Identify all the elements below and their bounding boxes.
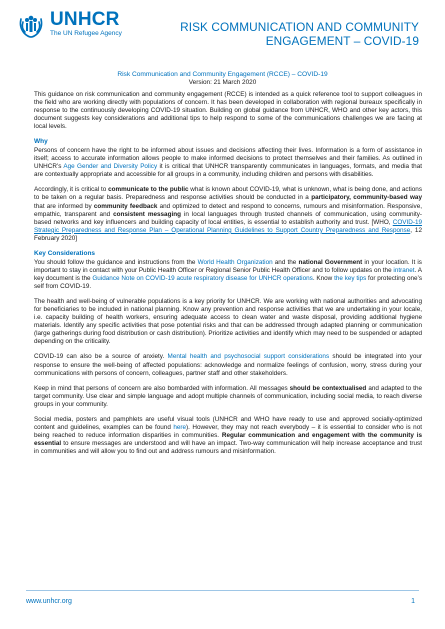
text-span: Keep in mind that persons of concern are also bombarded with information. All messages: [34, 384, 290, 392]
key-paragraph-3: [34, 353, 422, 377]
bold-span: communicate to the public: [108, 186, 189, 194]
text-span: and optimized to detect and respond to concerns, rumours and misinformation. Responsive, empathic, transparent and: [34, 202, 422, 218]
examples-here-link[interactable]: here: [173, 424, 187, 432]
document-title-line2: ENGAGEMENT – COVID-19: [265, 34, 419, 48]
bold-span: should be contextualised: [289, 384, 367, 392]
footer-divider: [26, 590, 419, 591]
text-span: to ensure messages are understood and will have an impact. Two-way communication will help increase acceptance and trust in communities and will allow you to find out and address rumours and misinformation.: [34, 440, 422, 456]
why-paragraph-1: [34, 147, 422, 179]
key-paragraph-4: [34, 385, 422, 409]
website-link[interactable]: www.unhcr.org: [26, 598, 72, 605]
section-heading-key-considerations: Key Considerations: [34, 250, 96, 257]
text-span: in your location. It is important to stay in contact with your Public Health Officer or Regional Senior Public Health Officer and to follow updates on the: [34, 258, 422, 274]
section-heading-why: Why: [34, 138, 48, 146]
mental-health-link[interactable]: Mental health and psychosocial support considerations: [167, 353, 330, 361]
key-paragraph-2: The health and well-being of vulnerable populations is a key priority for UNHCR. We are working with national authorities and advocating for beneficiaries to be included in national planning. Know any prevention and response activities that we are undertaking in your locale, i.e. capacity building of health workers, ensuring adequate access to clean water and waste disposal, providing additional hygiene materials. Identify any specific activities that pose potential risks and that can be addressed through adapted planning or communication (large gatherings during food distribution or cash distribution). Prioritize activities and identify which may need to be suspended or adapted depending on the criticality.: [34, 297, 422, 346]
text-span: should be integrated into your response to ensure the well-being of affected populations: acknowledge and normalize feelings of confusion, worry, stress during your communications with persons of concern, colleagues, partner staff and other stakeholders.: [34, 353, 422, 377]
logo-tagline: The UN Refugee Agency: [50, 30, 122, 37]
document-body: [34, 91, 422, 463]
bold-span: Regular communication and engagement with the community is essential: [34, 432, 422, 448]
world-health-organization-link[interactable]: World Health Organization: [197, 258, 273, 266]
text-span: COVID-19 can also be a source of anxiety.: [34, 353, 168, 361]
text-span: ). However, they may not reach everybody – it is essential to consider who is not being reached to reduce information disparities in communities.: [34, 424, 423, 440]
text-span: Social media, posters and pamphlets are useful visual tools (UNHCR and WHO have ready to use and approved socially-optimized content and guidelines, examples can be found: [34, 416, 422, 432]
intranet-link[interactable]: intranet: [393, 266, 415, 274]
unhcr-logo[interactable]: [16, 10, 122, 40]
key-tips-link[interactable]: the key tips: [334, 274, 367, 282]
text-span: what is known about COVID-19, what is unknown, what is being done, and actions to be taken on a regular basis. Preparedness and response activities should be conducted in a: [34, 186, 422, 202]
text-span: , 12 February 2020]: [34, 226, 422, 242]
bold-span: community feedback: [93, 202, 158, 210]
text-span: Persons of concern have the right to be informed about issues and decisions affecting their lives. Information is a form of assistance in itself; access to accurate information allows people to make informed decisions to protect themselves and their families. As outlined in UNHCR’s: [34, 146, 422, 171]
text-span: . A key document is the: [34, 266, 422, 282]
logo-text: [50, 10, 122, 38]
text-span: Accordingly, it is critical to: [34, 186, 109, 194]
age-gender-diversity-policy-link[interactable]: Age Gender and Diversity Policy: [63, 163, 158, 171]
page-number: 1: [411, 598, 415, 605]
key-paragraph-5: [34, 416, 422, 456]
bold-span: national Government: [298, 258, 363, 266]
text-span: in local languages through trusted channels of communication, using community-based networks and key influencers and building capacity of local entities, is essential to establish authority and trust. [WHO,: [34, 210, 423, 226]
guidance-note-link[interactable]: Guidance Note on COVID-19 acute respiratory disease for UNHCR operations: [92, 274, 313, 282]
who-strategic-plan-link[interactable]: COVID-19 Strategic Preparedness and Response Plan – Operational Planning Guidelines to Support Country Preparedness and Response: [34, 218, 422, 234]
document-title: [149, 20, 419, 48]
text-span: and adapted to the target community. Use clear and simple language and adopt multiple channels of communication, including social media, to reach diverse groups in your community.: [34, 384, 422, 408]
why-paragraph-2: [34, 186, 422, 243]
text-span: that are informed by: [34, 202, 94, 210]
intro-paragraph: This guidance on risk communication and community engagement (RCCE) is intended as a quick reference tool to support colleagues in the field who are working directly with populations of concern. It has been developed in collaboration with regional bureaux specifically in response to the continuously developing COVID-19 situation. Building on global guidance from UNHCR, WHO and other key actors, this document suggests key considerations and additional tips to help respond to some of the communications challenges we are facing at local levels.: [34, 91, 422, 131]
version-label: Version: 21 March 2020: [188, 79, 257, 86]
text-span: You should follow the guidance and instructions from the: [34, 258, 198, 266]
logo-name: UNHCR: [50, 9, 120, 30]
subheader-title: Risk Communication and Community Engagement (RCCE) – COVID-19: [117, 71, 328, 78]
text-span: it is critical that UNHCR transparently communicates in languages, formats, and media that are contextually appropriate and accessible for all groups in a community, including children and persons with disabilities.: [34, 163, 422, 179]
key-paragraph-1: [34, 259, 422, 291]
page-footer: [0, 590, 445, 620]
subheader: [0, 70, 445, 87]
bold-span: participatory, community-based way: [311, 194, 422, 202]
unhcr-emblem-icon: [16, 10, 46, 40]
page-header: [0, 0, 445, 62]
text-span: . Know: [312, 274, 335, 282]
bold-span: consistent messaging: [113, 210, 181, 218]
text-span: and the: [272, 258, 299, 266]
document-title-line1: RISK COMMUNICATION AND COMMUNITY: [180, 20, 419, 34]
text-span: for protecting one’s self from COVID-19.: [34, 274, 422, 290]
